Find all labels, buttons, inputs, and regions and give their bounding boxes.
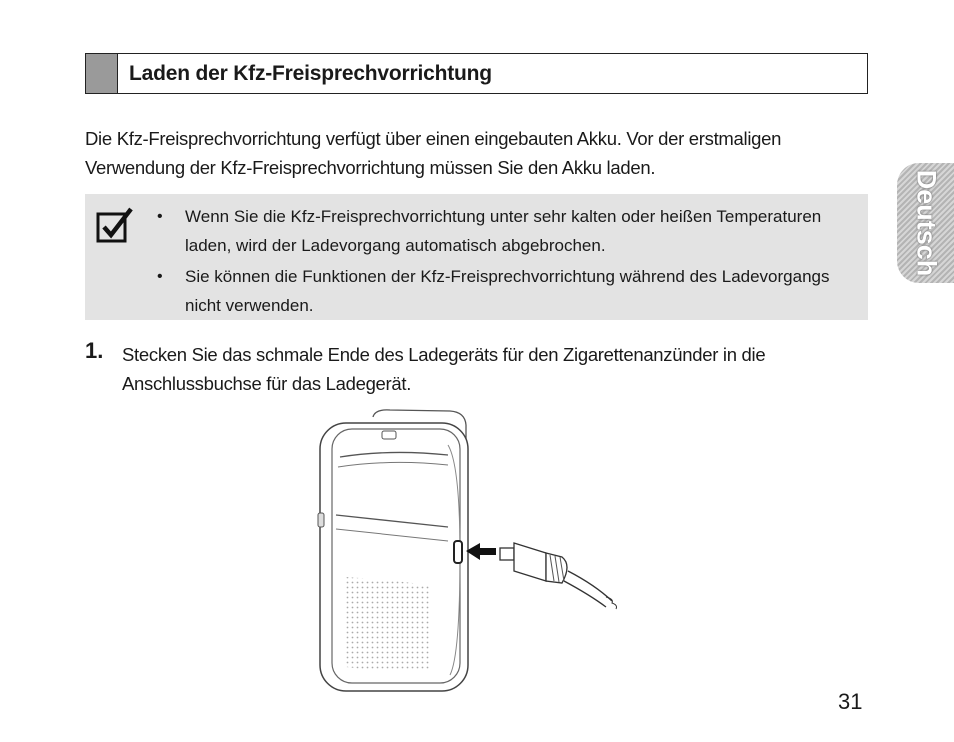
bullet: • bbox=[157, 268, 163, 285]
charging-port bbox=[454, 541, 462, 563]
heading-marker bbox=[86, 54, 118, 93]
charger-plug bbox=[500, 543, 567, 583]
step-text: Stecken Sie das schmale Ende des Ladegeräts für den Zigarettenanzünder in die Anschlussbuchse für das Ladegerät. bbox=[122, 344, 766, 394]
page-number: 31 bbox=[838, 689, 863, 714]
bullet: • bbox=[157, 208, 163, 225]
step-number: 1. bbox=[85, 338, 104, 363]
section-title: Laden der Kfz-Freisprechvorrichtung bbox=[129, 61, 492, 85]
intro-paragraph: Die Kfz-Freisprechvorrichtung verfügt über einen eingebauten Akku. Vor der erstmaligen Verwendung der Kfz-Freisprechvorrichtung müssen Sie den Akku laden. bbox=[85, 128, 782, 178]
list-item bbox=[157, 262, 857, 320]
note-text: Wenn Sie die Kfz-Freisprechvorrichtung unter sehr kalten oder heißen Temperaturen laden, wird der Ladevorgang automatisch abgebrochen. bbox=[185, 207, 822, 255]
device-charging-illustration bbox=[300, 405, 640, 705]
speaker-grille bbox=[346, 577, 430, 672]
checkbox-icon bbox=[95, 206, 135, 246]
top-button bbox=[382, 431, 396, 439]
note-text: Sie können die Funktionen der Kfz-Freisprechvorrichtung während des Ladevorgangs nicht verwenden. bbox=[185, 267, 830, 315]
language-tab-label: Deutsch bbox=[911, 169, 941, 277]
note-box bbox=[85, 194, 868, 320]
insert-arrow bbox=[466, 543, 496, 560]
note-list bbox=[157, 202, 857, 322]
section-heading bbox=[85, 53, 868, 94]
language-tab bbox=[897, 163, 954, 283]
side-button bbox=[318, 513, 324, 527]
list-item bbox=[157, 202, 857, 260]
